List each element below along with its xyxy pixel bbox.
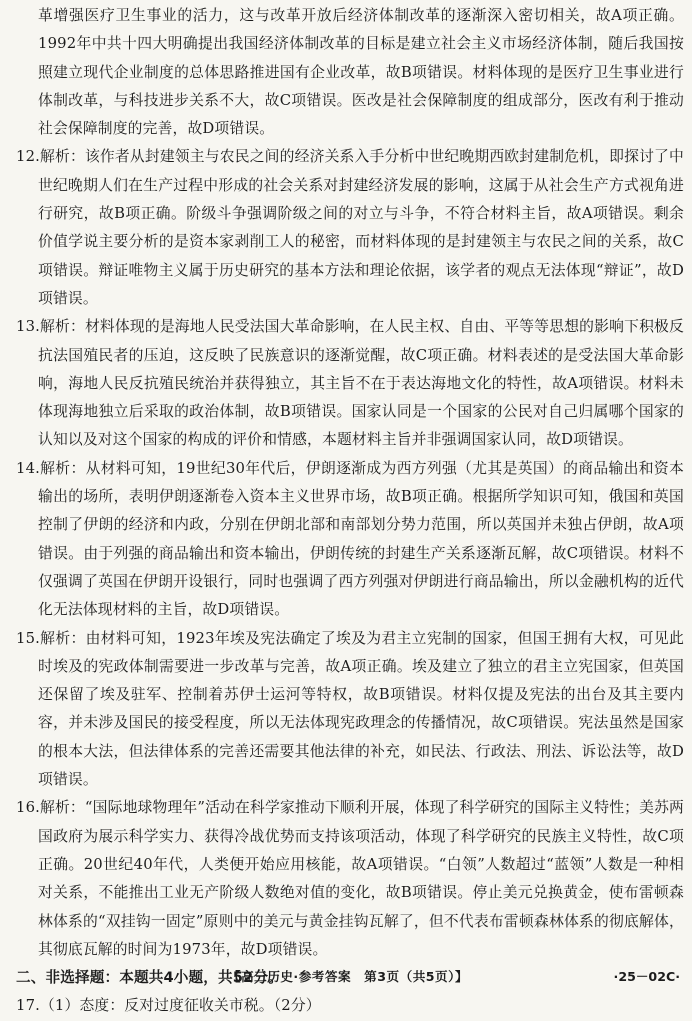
answer-17-part-1: 17.（1）态度：反对过度征收关市税。（2分） xyxy=(16,997,321,1015)
page-footer xyxy=(8,966,688,990)
answer-12 xyxy=(16,143,684,313)
page-content xyxy=(16,2,684,1021)
answer-number: 13. xyxy=(16,318,40,336)
answer-text: 解析：材料体现的是海地人民受法国大革命影响，在人民主权、自由、平等等思想的影响下积极反抗法国殖民者的压迫，这反映了民族意识的逐渐觉醒，故C项正确。材料表述的是受法国大革命影响，海地人民反抗殖民统治并获得独立，其主旨不在于表达海地文化的特性，故A项错误。材料未体现海地独立后采取的政治体制，故B项错误。国家认同是一个国家的公民对自己归属哪个国家的认知以及对这个国家的构成的评价和情感，本题材料主旨并非强调国家认同，故D项错误。 xyxy=(38,318,684,449)
answer-number: 16. xyxy=(16,799,40,817)
answer-text: 解析：“国际地球物理年”活动在科学家推动下顺利开展，体现了科学研究的国际主义特性；美苏两国政府为展示科学实力、获得冷战优势而支持该项活动，体现了科学研究的民族主义特性，故C项正确。20世纪40年代，人类便开始应用核能，故A项错误。“白领”人数超过“蓝领”人数是一种相对关系，不能推出工业无产阶级人数绝对值的变化，故B项错误。停止美元兑换黄金，使布雷顿森林体系的“双挂钩一固定”原则中的美元与黄金挂钩瓦解了，但不代表布雷顿森林体系的彻底解体，其彻底瓦解的时间为1973年，故D项错误。 xyxy=(38,799,684,958)
answer-13 xyxy=(16,313,684,454)
answer-sheet-page xyxy=(8,0,688,1015)
footer-code: ·25－02C· xyxy=(613,969,680,984)
answer-number: 14. xyxy=(16,459,40,477)
answer-number: 12. xyxy=(16,148,40,166)
answer-14 xyxy=(16,455,684,625)
answer-text: 解析：该作者从封建领主与农民之间的经济关系入手分析中世纪晚期西欧封建制危机，即探讨了中世纪晚期人们在生产过程中形成的社会关系对封建经济发展的影响，这属于从社会生产方式视角进行研究，故B项正确。阶级斗争强调阶级之间的对立与斗争，不符合材料主旨，故A项错误。剩余价值学说主要分析的是资本家剥削工人的秘密，而材料体现的是封建领主与农民之间的关系，故C项错误。辩证唯物主义属于历史研究的基本方法和理论依据，该学者的观点无法体现“辩证”，故D项错误。 xyxy=(38,148,684,307)
answer-number: 15. xyxy=(16,629,40,647)
footer-page-info: 【高三历史·参考答案 第3页（共5页）】 xyxy=(227,969,469,984)
answer-16 xyxy=(16,794,684,964)
answer-text: 解析：从材料可知，19世纪30年代后，伊朗逐渐成为西方列强（尤其是英国）的商品输出和资本输出的场所，表明伊朗逐渐卷入资本主义世界市场，故B项正确。根据所学知识可知，俄国和英国控制了伊朗的经济和内政，分别在伊朗北部和南部划分势力范围，所以英国并未独占伊朗，故A项错误。由于列强的商品输出和资本输出，伊朗传统的封建生产关系逐渐瓦解，故C项错误。材料不仅强调了英国在伊朗开设银行，同时也强调了西方列强对伊朗进行商品输出，所以金融机构的近代化无法体现材料的主旨，故D项错误。 xyxy=(38,459,684,619)
section-heading-non-choice: 二、非选择题：本题共4小题，共52分。 xyxy=(16,969,283,987)
answer-text: 解析：由材料可知，1923年埃及宪法确定了埃及为君主立宪制的国家，但国王拥有大权，可见此时埃及的宪政体制需要进一步改革与完善，故A项正确。埃及建立了独立的君主立宪国家，但英国还保留了埃及驻军、控制着苏伊士运河等特权，故B项错误。材料仅提及宪法的出台及其主要内容，并未涉及国民的接受程度，所以无法体现宪政理念的传播情况，故C项错误。宪法虽然是国家的根本大法，但法律体系的完善还需要其他法律的补充，如民法、行政法、刑法、诉讼法等，故D项错误。 xyxy=(38,629,684,789)
answer-15 xyxy=(16,625,684,795)
answer-11-continuation: 革增强医疗卫生事业的活力，这与改革开放后经济体制改革的逐渐深入密切相关，故A项正确。1992年中共十四大明确提出我国经济体制改革的目标是建立社会主义市场经济体制，随后我国按照建立现代企业制度的总体思路推进国有企业改革，故B项错误。材料体现的是医疗卫生事业进行体制改革，与科技进步关系不大，故C项错误。医改是社会保障制度的组成部分，医改有利于推动社会保障制度的完善，故D项错误。 xyxy=(38,7,684,138)
